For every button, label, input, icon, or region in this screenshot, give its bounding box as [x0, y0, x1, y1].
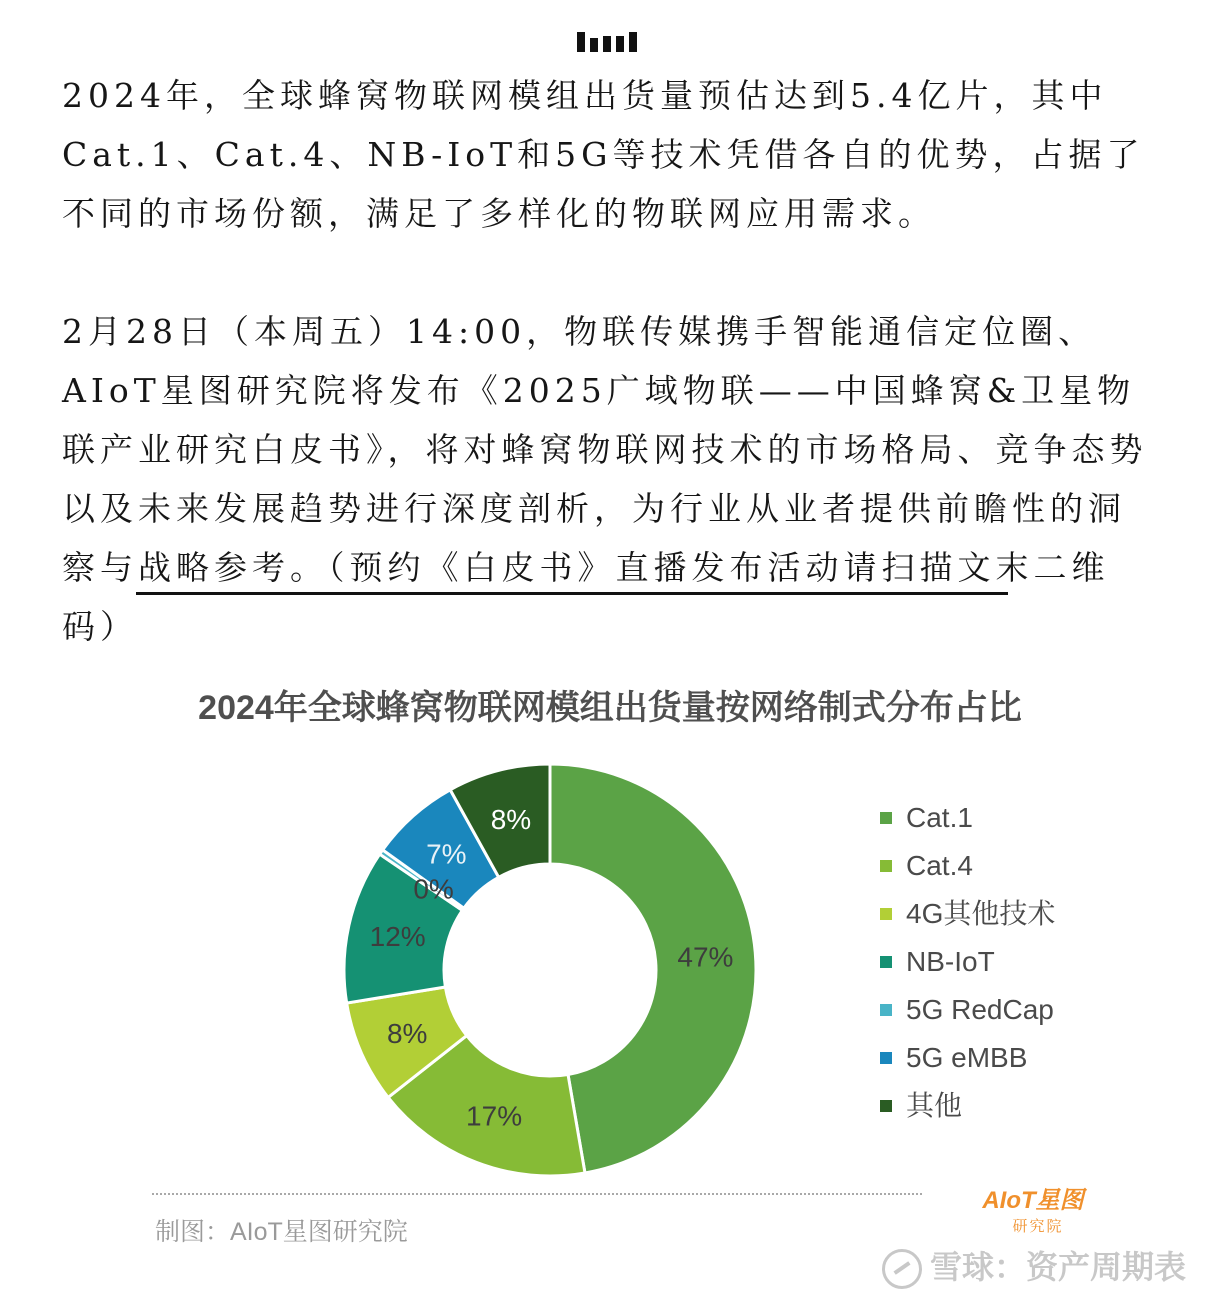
legend-swatch-6	[880, 1100, 892, 1112]
top-decoration-icon	[577, 30, 645, 52]
snowball-logo-icon	[882, 1249, 922, 1289]
chart-legend	[880, 794, 1055, 1130]
aiot-logo	[958, 1180, 1108, 1236]
legend-item-4	[880, 986, 1055, 1034]
donut-label-4: 0%	[413, 873, 454, 905]
intro-paragraph: 2024年，全球蜂窝物联网模组出货量预估达到5.4亿片，其中Cat.1、Cat.4、NB-IoT和5G等技术凭借各自的优势，占据了不同的市场份额，满足了多样化的物联网应用需求。	[62, 76, 1145, 233]
legend-label-5: 5G eMBB	[906, 1042, 1028, 1073]
legend-label-1: Cat.4	[906, 850, 973, 881]
legend-label-0: Cat.1	[906, 802, 973, 833]
donut-label-0: 47%	[677, 941, 734, 973]
legend-swatch-4	[880, 1004, 892, 1016]
chart-title: 2024年全球蜂窝物联网模组出货量按网络制式分布占比	[198, 689, 1022, 727]
logo-main-text: AIoT星图	[982, 1187, 1084, 1214]
note-underline	[136, 592, 1008, 595]
legend-label-4: 5G RedCap	[906, 994, 1054, 1025]
legend-swatch-2	[880, 908, 892, 920]
legend-label-2: 4G其他技术	[906, 898, 1056, 929]
watermark-text: 雪球：资产周期表	[929, 1248, 1186, 1286]
legend-swatch-5	[880, 1052, 892, 1064]
watermark	[882, 1242, 1186, 1289]
chart-credit: 制图：AIoT星图研究院	[155, 1218, 408, 1246]
donut-label-6: 8%	[490, 803, 532, 835]
legend-item-0	[880, 794, 1055, 842]
donut-label-5: 7%	[426, 838, 467, 870]
announcement-note[interactable]: （预约《白皮书》直播发布活动请扫描文末二维码）	[62, 548, 1110, 646]
legend-label-3: NB-IoT	[906, 946, 995, 977]
legend-swatch-1	[880, 860, 892, 872]
announcement-paragraph	[62, 302, 1162, 656]
legend-item-2	[880, 890, 1055, 938]
divider-dotted	[152, 1193, 922, 1195]
announcement-body: 2月28日（本周五）14:00，物联传媒携手智能通信定位圈、AIoT星图研究院将发布《2025广域物联——中国蜂窝&卫星物联产业研究白皮书》，将对蜂窝物联网技术的市场格局、竞争态势以及未来发展趋势进行深度剖析，为行业从业者提供前瞻性的洞察与战略参考。	[62, 312, 1148, 587]
legend-item-1	[880, 842, 1055, 890]
legend-item-5	[880, 1034, 1055, 1082]
legend-swatch-0	[880, 812, 892, 824]
legend-label-6: 其他	[906, 1090, 963, 1121]
donut-label-2: 8%	[386, 1017, 428, 1049]
logo-sub-text: 研究院	[1012, 1217, 1064, 1235]
donut-label-3: 12%	[369, 921, 426, 953]
donut-chart	[330, 750, 770, 1190]
legend-item-6	[880, 1082, 1055, 1130]
donut-label-1: 17%	[466, 1100, 523, 1132]
legend-item-3	[880, 938, 1055, 986]
legend-swatch-3	[880, 956, 892, 968]
